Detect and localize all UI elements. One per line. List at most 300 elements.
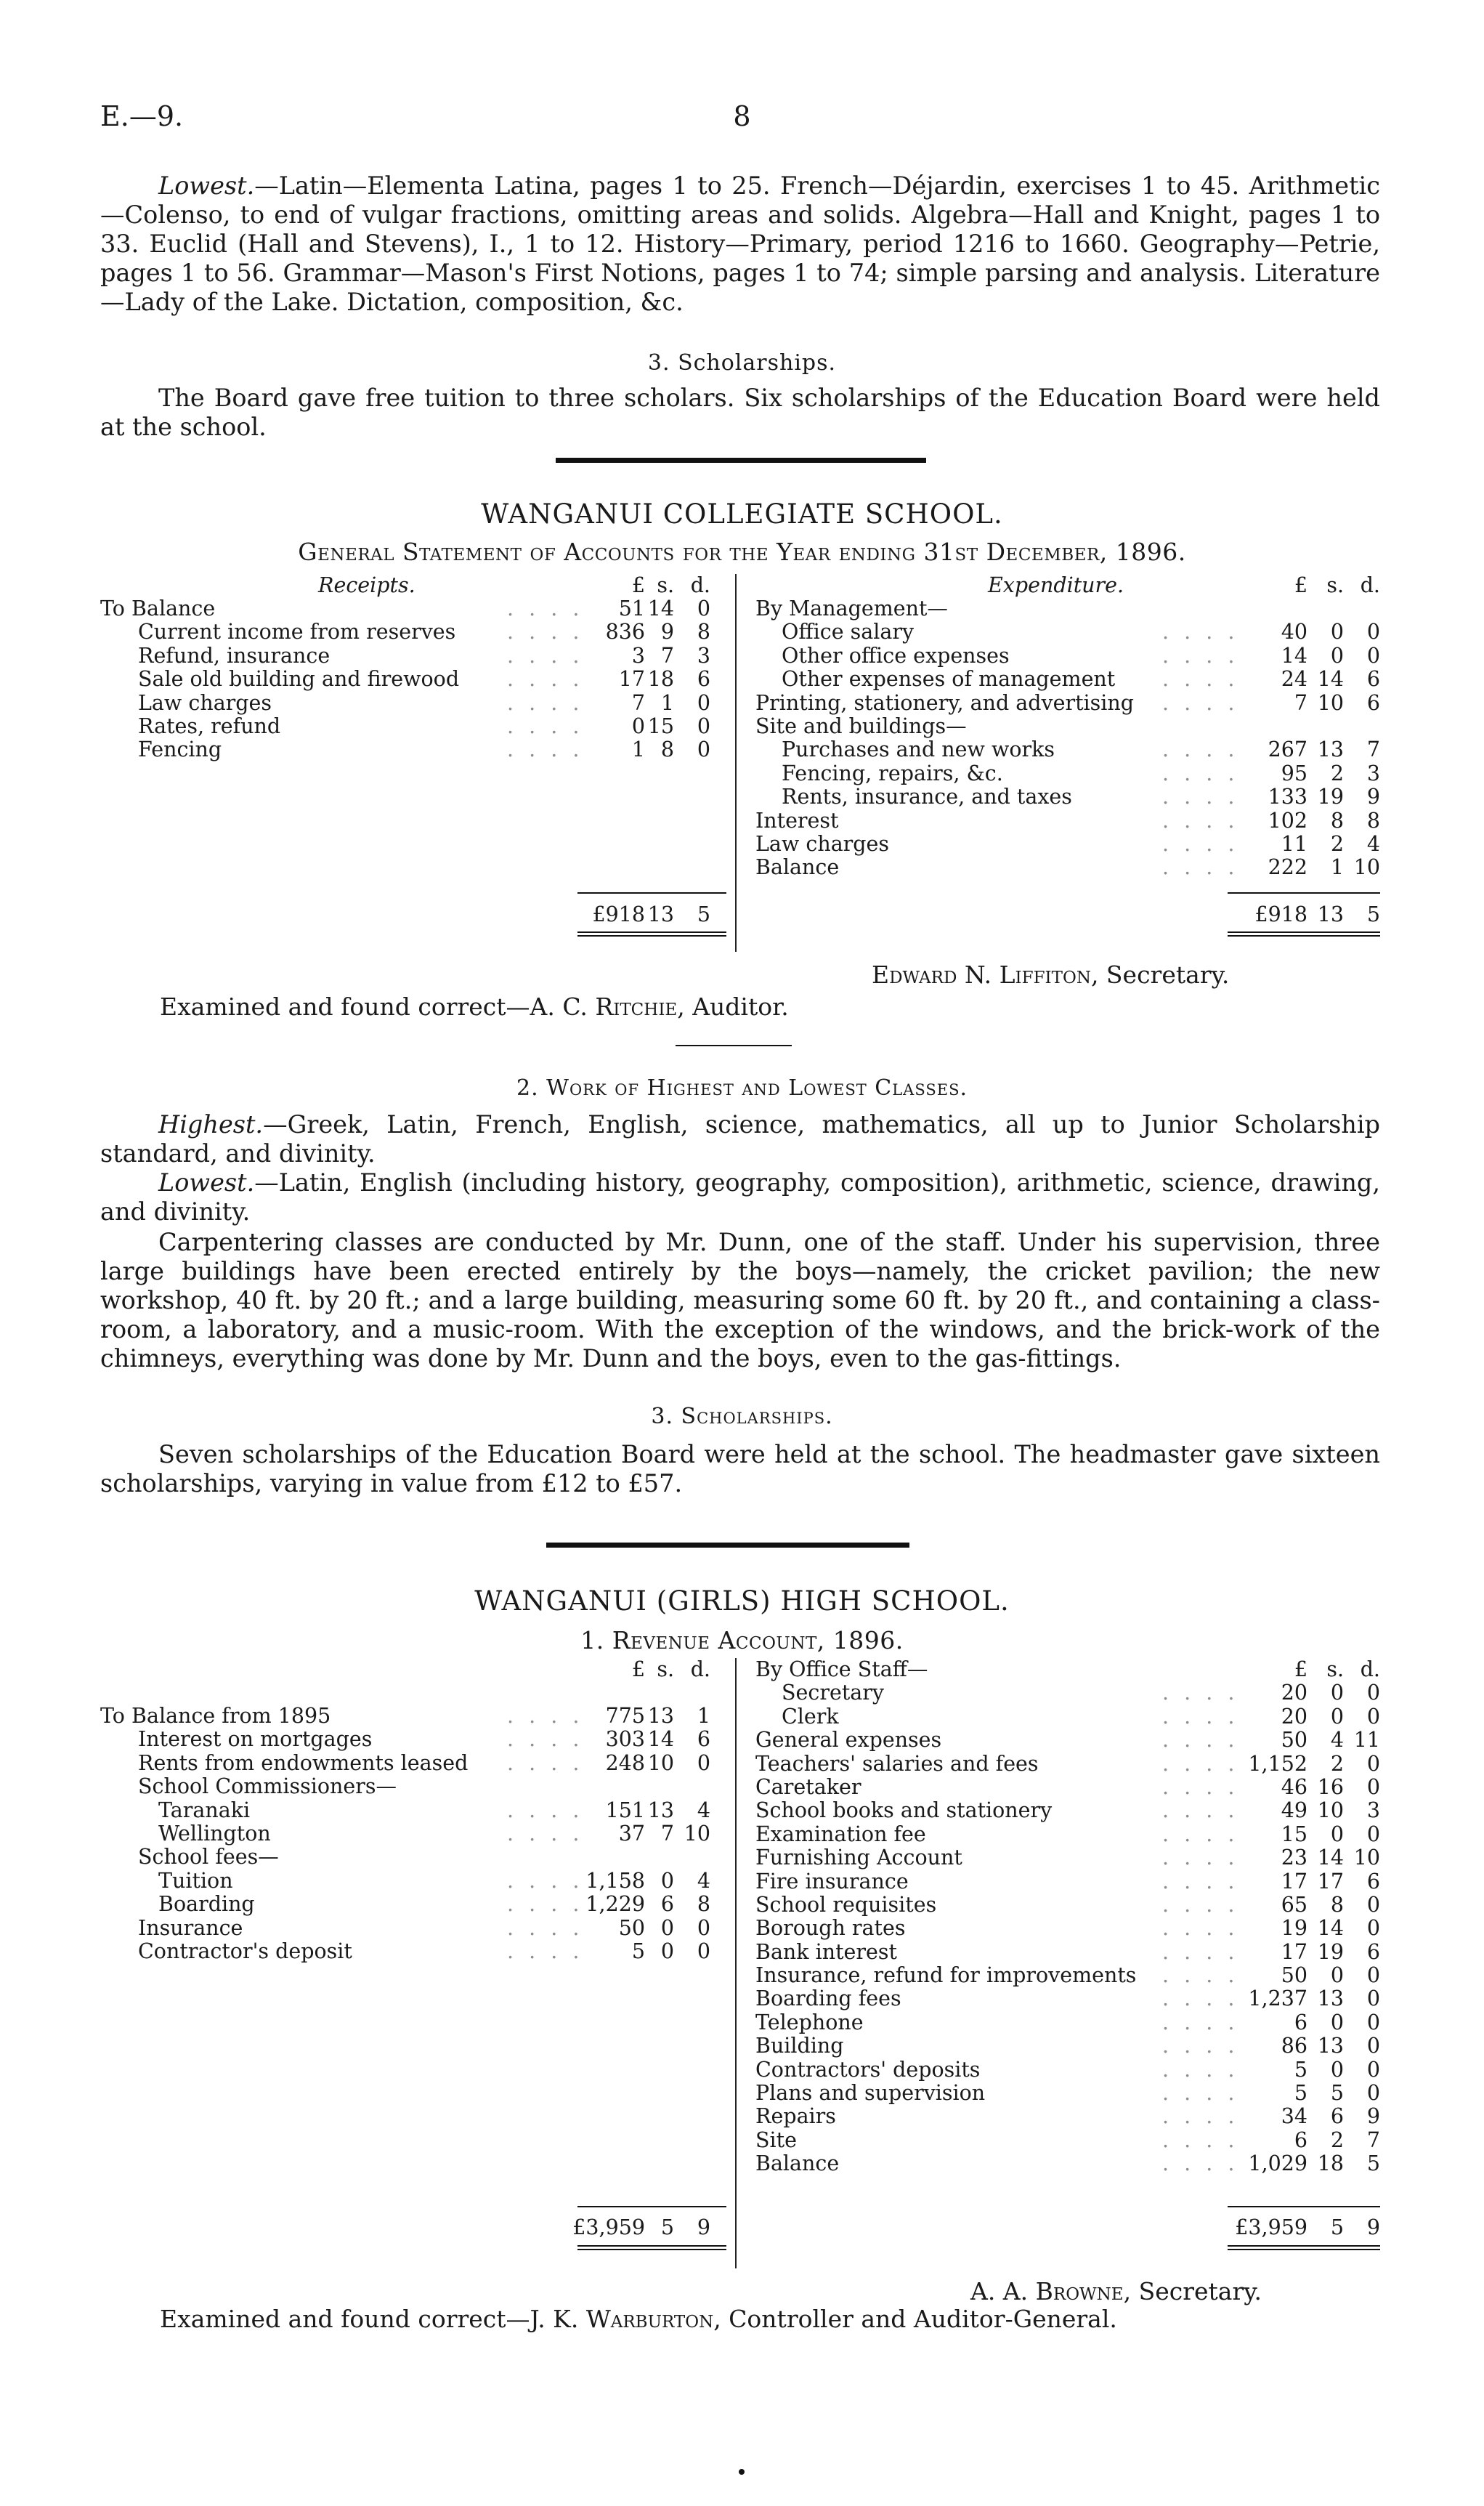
girls-expenditure-sum-line: [1228, 2206, 1380, 2207]
account-row: [100, 1917, 739, 1940]
account-label: Furnishing Account: [755, 1846, 962, 1870]
account-row: [755, 833, 1380, 856]
amount-shillings: 19: [1317, 1939, 1344, 1964]
amount-pence: 0: [1366, 2081, 1380, 2106]
work-heading: 2. Work of Highest and Lowest Classes.: [516, 1075, 968, 1101]
amount-shillings: 1: [1330, 855, 1344, 880]
amount-pence: 3: [1366, 761, 1380, 785]
account-label: Plans and supervision: [755, 2081, 986, 2106]
account-label: By Office Staff—: [755, 1657, 928, 1681]
account-row: [755, 1823, 1380, 1846]
account-label: Current income from reserves: [138, 620, 456, 644]
account-row: [755, 1681, 1380, 1705]
account-label: School books and stationery: [755, 1798, 1053, 1823]
account-label: Rents, insurance, and taxes: [782, 785, 1072, 809]
scholarships-text-1: The Board gave free tuition to three scholars. Six scholarships of the Education Board were held at the school.: [100, 384, 1380, 441]
amount-shillings: 0: [1330, 1822, 1344, 1846]
amount-shillings: 0: [660, 1915, 674, 1940]
girls-receipts-sum-line: [577, 2206, 726, 2207]
amount-pence: 0: [1366, 2010, 1380, 2034]
amount-pounds: 49: [1281, 1798, 1307, 1823]
collegiate-receipts-double-line-a: [577, 931, 726, 933]
amount-shillings: 16: [1317, 1774, 1344, 1799]
account-label: Telephone: [755, 2010, 864, 2034]
leader-dots: . . . .: [507, 1892, 584, 1917]
girls-receipts-double-line-a: [577, 2245, 726, 2247]
account-label: Purchases and new works: [782, 737, 1055, 762]
scholarships-paragraph-1: [100, 384, 1380, 442]
account-row: [100, 692, 739, 715]
amount-pence: 6: [697, 1727, 710, 1752]
account-label: Tuition: [158, 1868, 233, 1893]
leader-dots: . . . .: [1162, 1704, 1239, 1729]
leader-dots: . . . .: [1162, 1892, 1239, 1917]
leader-dots: . . . .: [507, 1915, 584, 1940]
account-row: [755, 762, 1380, 785]
leader-dots: . . . .: [1162, 2057, 1239, 2082]
amount-pence: 11: [1353, 1728, 1380, 1753]
section-divider-3: [546, 1543, 909, 1548]
amount-shillings: 0: [1330, 1681, 1344, 1705]
account-row: [100, 644, 739, 668]
girls-subtitle: 1. Revenue Account, 1896.: [580, 1626, 904, 1654]
section-divider-1: [556, 458, 926, 463]
amount-shillings: 0: [660, 1939, 674, 1963]
account-label: Printing, stationery, and advertising: [755, 690, 1135, 715]
amount-pence: 3: [1366, 1798, 1380, 1823]
leader-dots: . . . .: [1162, 1986, 1239, 2011]
collegiate-title: WANGANUI COLLEGIATE SCHOOL.: [481, 498, 1003, 530]
account-row: [755, 668, 1380, 691]
amount-pence: 7: [1366, 2127, 1380, 2152]
amount-pounds: 65: [1281, 1892, 1307, 1917]
account-label: Caretaker: [755, 1774, 861, 1799]
amount-pence: 10: [1353, 1846, 1380, 1870]
amount-pounds: 5: [1294, 2081, 1307, 2106]
amount-pence: 0: [1366, 1704, 1380, 1729]
amount-shillings: 17: [1317, 1869, 1344, 1893]
account-label: Boarding: [158, 1892, 255, 1917]
account-row: [100, 1822, 739, 1846]
leader-dots: . . . .: [1162, 785, 1239, 809]
leader-dots: . . . .: [1162, 1846, 1239, 1870]
account-label: School requisites: [755, 1892, 937, 1917]
amount-pounds: 1,029: [1248, 2151, 1307, 2176]
leader-dots: . . . .: [1162, 1728, 1239, 1753]
leader-dots: . . . .: [507, 643, 584, 668]
amount-pounds: 1: [631, 737, 645, 762]
amount-pounds: 5: [1294, 2057, 1307, 2082]
amount-shillings: 0: [1330, 2010, 1344, 2034]
leader-dots: . . . .: [507, 667, 584, 692]
amount-pence: 0: [1366, 1751, 1380, 1776]
account-row: [755, 1870, 1380, 1893]
amount-pence: 1: [697, 1704, 710, 1728]
account-row: [100, 738, 739, 761]
amount-pence: 0: [697, 690, 710, 715]
leader-dots: . . . .: [1162, 808, 1239, 833]
amount-pence: 6: [1366, 667, 1380, 692]
girls-expenditure-head: £ s. d.: [1294, 1657, 1380, 1681]
scholarships-paragraph-2: Seven scholarships of the Education Board were held at the school. The headmaster gave sixteen scholarships, varying in value from £12 to £57.: [100, 1440, 1380, 1497]
amount-pence: 0: [697, 714, 710, 738]
amount-pence: 10: [684, 1821, 710, 1846]
scholarships-heading-2: 3. Scholarships.: [651, 1404, 833, 1429]
account-label: Taranaki: [158, 1798, 251, 1822]
account-label: Other office expenses: [782, 643, 1010, 668]
account-label: Wellington: [158, 1821, 271, 1846]
amount-shillings: 2: [1330, 761, 1344, 785]
girls-receipts-table: [100, 1705, 739, 1963]
lowest-class-paragraph: [100, 171, 1380, 317]
collegiate-expenditure-total: £918 13 5: [1254, 902, 1380, 926]
amount-pounds: 133: [1268, 785, 1307, 809]
girls-expenditure-double-line-b: [1228, 2249, 1380, 2250]
amount-pence: 0: [1366, 2057, 1380, 2082]
amount-shillings: 14: [1317, 1916, 1344, 1941]
amount-pence: 9: [1366, 785, 1380, 809]
account-row: [755, 2011, 1380, 2034]
account-label: Other expenses of management: [782, 667, 1116, 692]
collegiate-secretary-signature: Edward N. Liffiton, Secretary.: [872, 961, 1230, 989]
amount-pence: 0: [1366, 1986, 1380, 2011]
account-label: Interest on mortgages: [138, 1727, 373, 1752]
collegiate-receipts-sum-line: [577, 892, 726, 894]
amount-shillings: 2: [1330, 2127, 1344, 2152]
amount-pounds: 775: [605, 1704, 645, 1728]
amount-pounds: 151: [605, 1798, 645, 1822]
amount-shillings: 13: [1317, 737, 1344, 762]
leader-dots: . . . .: [507, 737, 584, 762]
account-label: Boarding fees: [755, 1986, 901, 2011]
leader-dots: . . . .: [1162, 1798, 1239, 1823]
amount-shillings: 0: [1330, 643, 1344, 668]
amount-shillings: 10: [1317, 690, 1344, 715]
account-row: [100, 1752, 739, 1775]
account-label: Refund, insurance: [138, 643, 331, 668]
amount-shillings: 8: [1330, 808, 1344, 833]
amount-shillings: 0: [1330, 1963, 1344, 1988]
amount-pence: 6: [1366, 1869, 1380, 1893]
account-row: [100, 1799, 739, 1822]
amount-shillings: 0: [1330, 620, 1344, 644]
amount-pounds: 1,237: [1248, 1986, 1307, 2011]
leader-dots: . . . .: [507, 1750, 584, 1775]
girls-expenditure-total: £3,959 5 9: [1235, 2215, 1380, 2239]
account-label: Borough rates: [755, 1916, 906, 1941]
amount-shillings: 4: [1330, 1728, 1344, 1753]
account-row: [755, 621, 1380, 644]
amount-pence: 0: [1366, 1892, 1380, 1917]
leader-dots: . . . .: [1162, 855, 1239, 880]
account-row: [100, 668, 739, 691]
leader-dots: . . . .: [1162, 2034, 1239, 2058]
collegiate-expenditure-table: [755, 597, 1380, 880]
leader-dots: . . . .: [1162, 2081, 1239, 2106]
amount-pounds: 51: [618, 597, 645, 621]
account-label: Contractor's deposit: [138, 1939, 352, 1963]
leader-dots: . . . .: [1162, 1869, 1239, 1893]
account-label: Insurance, refund for improvements: [755, 1963, 1137, 1988]
leader-dots: . . . .: [1162, 2104, 1239, 2129]
account-label: Clerk: [782, 1704, 839, 1729]
account-label: Repairs: [755, 2104, 836, 2129]
amount-shillings: 7: [660, 643, 674, 668]
account-row: [755, 1941, 1380, 1964]
collegiate-expenditure-double-line-b: [1228, 935, 1380, 937]
amount-pounds: 1,152: [1248, 1751, 1307, 1776]
girls-receipts-double-line-b: [577, 2249, 726, 2250]
account-row: [755, 1846, 1380, 1870]
amount-pence: 0: [697, 737, 710, 762]
account-row: [755, 2152, 1380, 2175]
collegiate-subtitle: General Statement of Accounts for the Year ending 31st December, 1896.: [298, 538, 1186, 566]
account-label: Insurance: [138, 1915, 243, 1940]
amount-pounds: 5: [631, 1939, 645, 1963]
leader-dots: . . . .: [507, 620, 584, 644]
amount-pence: 0: [1366, 1774, 1380, 1799]
amount-pounds: 267: [1268, 737, 1307, 762]
amount-pence: 4: [1366, 831, 1380, 856]
account-row: [755, 856, 1380, 879]
amount-shillings: 6: [660, 1892, 674, 1917]
account-label: Rents from endowments leased: [138, 1750, 469, 1775]
leader-dots: . . . .: [1162, 1822, 1239, 1846]
amount-pounds: 11: [1281, 831, 1307, 856]
account-row: [755, 2034, 1380, 2058]
amount-pence: 8: [697, 620, 710, 644]
leader-dots: . . . .: [1162, 761, 1239, 785]
amount-pounds: 24: [1281, 667, 1307, 692]
leader-dots: . . . .: [1162, 831, 1239, 856]
account-row: [755, 1987, 1380, 2010]
amount-pounds: 222: [1268, 855, 1307, 880]
account-row: [755, 785, 1380, 809]
account-row: [755, 715, 1380, 738]
leader-dots: . . . .: [1162, 2151, 1239, 2176]
leader-dots: . . . .: [507, 714, 584, 738]
amount-pence: 0: [697, 1750, 710, 1775]
leader-dots: . . . .: [1162, 737, 1239, 762]
collegiate-receipts-double-line-b: [577, 935, 726, 937]
amount-shillings: 10: [647, 1750, 674, 1775]
account-label: Site: [755, 2127, 797, 2152]
highest-paragraph: Highest.—Greek, Latin, French, English, science, mathematics, all up to Junior Scholarship standard, and divinity.: [100, 1110, 1380, 1168]
account-row: [100, 1775, 739, 1798]
amount-pence: 10: [1353, 855, 1380, 880]
leader-dots: . . . .: [507, 1798, 584, 1822]
girls-expenditure-table: [755, 1658, 1380, 2176]
amount-pounds: 3: [631, 643, 645, 668]
amount-pounds: 7: [631, 690, 645, 715]
lowest-text: —Latin—Elementa Latina, pages 1 to 25. French—Déjardin, exercises 1 to 45. Arithmetic—Colenso, to end of vulgar fractions, omitting areas and solids. Algebra—Hall and Knight, pages 1 to 33. Euclid (Hall and Stevens), I., 1 to 12. History—Primary, period 1216 to 1660. Geography—Petrie, pages 1 to 56. Grammar—Mason's First Notions, pages 1 to 74; simple parsing and analysis. Literature—Lady of the Lake. Dictation, composition, &c.: [100, 171, 1380, 316]
amount-pounds: 6: [1294, 2127, 1307, 2152]
account-row: [100, 1870, 739, 1893]
amount-shillings: 8: [1330, 1892, 1344, 1917]
account-label: To Balance from 1895: [100, 1704, 331, 1728]
account-row: [755, 1729, 1380, 1752]
amount-shillings: 15: [647, 714, 674, 738]
amount-shillings: 8: [660, 737, 674, 762]
account-row: [755, 809, 1380, 833]
account-label: Fencing, repairs, &c.: [782, 761, 1003, 785]
collegiate-receipts-head: Receipts. £ s. d.: [318, 573, 710, 597]
girls-column-divider: [735, 1658, 737, 2268]
amount-pounds: 20: [1281, 1681, 1307, 1705]
account-label: Sale old building and firewood: [138, 667, 460, 692]
amount-pounds: 102: [1268, 808, 1307, 833]
amount-pounds: 1,158: [585, 1868, 645, 1893]
account-label: Building: [755, 2034, 844, 2058]
account-row: [755, 1799, 1380, 1822]
amount-pounds: 86: [1281, 2034, 1307, 2058]
account-row: [755, 2129, 1380, 2152]
amount-pence: 8: [697, 1892, 710, 1917]
account-label: By Management—: [755, 597, 948, 621]
amount-pounds: 17: [1281, 1869, 1307, 1893]
account-row: [100, 1705, 739, 1728]
girls-receipts-total: £3,959 5 9: [572, 2215, 710, 2239]
amount-shillings: 18: [647, 667, 674, 692]
account-row: [100, 1893, 739, 1916]
leader-dots: . . . .: [507, 1704, 584, 1728]
amount-shillings: 14: [1317, 1846, 1344, 1870]
leader-dots: . . . .: [1162, 1916, 1239, 1941]
account-label: School Commissioners—: [138, 1774, 397, 1799]
leader-dots: . . . .: [1162, 1939, 1239, 1964]
amount-shillings: 13: [647, 1704, 674, 1728]
leader-dots: . . . .: [507, 597, 584, 621]
account-label: Secretary: [782, 1681, 885, 1705]
account-row: [755, 1658, 1380, 1681]
amount-pounds: 1,229: [585, 1892, 645, 1917]
girls-title: WANGANUI (GIRLS) HIGH SCHOOL.: [474, 1585, 1010, 1617]
amount-pence: 6: [1366, 1939, 1380, 1964]
leader-dots: . . . .: [1162, 643, 1239, 668]
amount-pounds: 17: [618, 667, 645, 692]
collegiate-receipts-table: [100, 597, 739, 762]
account-row: [100, 1940, 739, 1963]
amount-pence: 6: [697, 667, 710, 692]
leader-dots: . . . .: [1162, 667, 1239, 692]
amount-shillings: 14: [1317, 667, 1344, 692]
account-label: Rates, refund: [138, 714, 281, 738]
account-row: [755, 1917, 1380, 1940]
document-reference: E.—9.: [100, 100, 184, 132]
amount-pence: 0: [1366, 643, 1380, 668]
amount-pounds: 46: [1281, 1774, 1307, 1799]
amount-pence: 0: [697, 597, 710, 621]
leader-dots: . . . .: [507, 1868, 584, 1893]
account-row: [755, 1776, 1380, 1799]
amount-shillings: 0: [660, 1868, 674, 1893]
leader-dots: . . . .: [507, 690, 584, 715]
amount-shillings: 13: [647, 1798, 674, 1822]
account-label: Balance: [755, 2151, 840, 2176]
account-row: [755, 1964, 1380, 1987]
account-row: [755, 1893, 1380, 1917]
account-row: [755, 2082, 1380, 2105]
amount-shillings: 0: [1330, 1704, 1344, 1729]
amount-pounds: 19: [1281, 1916, 1307, 1941]
amount-pence: 0: [697, 1939, 710, 1963]
amount-pence: 0: [1366, 1822, 1380, 1846]
amount-pence: 9: [1366, 2104, 1380, 2129]
collegiate-column-divider: [735, 574, 737, 952]
amount-shillings: 6: [1330, 2104, 1344, 2129]
amount-pounds: 6: [1294, 2010, 1307, 2034]
lowest-paragraph: Lowest.—Latin, English (including history, geography, composition), arithmetic, science, drawing, and divinity.: [100, 1168, 1380, 1226]
amount-shillings: 13: [1317, 2034, 1344, 2058]
account-row: [100, 1846, 739, 1869]
leader-dots: . . . .: [1162, 2127, 1239, 2152]
amount-shillings: 19: [1317, 785, 1344, 809]
amount-pence: 0: [1366, 1916, 1380, 1941]
footer-dot-mark: [739, 2469, 745, 2475]
amount-pence: 0: [1366, 1681, 1380, 1705]
leader-dots: . . . .: [507, 1939, 584, 1963]
amount-pence: 8: [1366, 808, 1380, 833]
scholarships-heading-1: 3. Scholarships.: [647, 350, 837, 376]
account-row: [755, 1705, 1380, 1729]
account-label: Law charges: [138, 690, 272, 715]
account-label: Office salary: [782, 620, 915, 644]
girls-auditor-line: Examined and found correct—J. K. Warburton, Controller and Auditor-General.: [160, 2305, 1117, 2333]
account-label: Examination fee: [755, 1822, 926, 1846]
account-label: Contractors' deposits: [755, 2057, 981, 2082]
account-row: [100, 597, 739, 621]
amount-pence: 3: [697, 643, 710, 668]
page-number: 8: [733, 100, 751, 132]
amount-shillings: 0: [1330, 2057, 1344, 2082]
amount-shillings: 13: [1317, 1986, 1344, 2011]
leader-dots: . . . .: [1162, 2010, 1239, 2034]
leader-dots: . . . .: [1162, 620, 1239, 644]
amount-pounds: 14: [1281, 643, 1307, 668]
amount-shillings: 2: [1330, 831, 1344, 856]
girls-expenditure-double-line-a: [1228, 2245, 1380, 2247]
amount-pence: 0: [1366, 1963, 1380, 1988]
amount-pounds: 50: [618, 1915, 645, 1940]
amount-shillings: 1: [660, 690, 674, 715]
account-label: Bank interest: [755, 1939, 897, 1964]
amount-shillings: 9: [660, 620, 674, 644]
amount-pence: 5: [1366, 2151, 1380, 2176]
amount-shillings: 5: [1330, 2081, 1344, 2106]
leader-dots: . . . .: [1162, 690, 1239, 715]
leader-dots: . . . .: [1162, 1751, 1239, 1776]
section-divider-2: [676, 1045, 792, 1046]
amount-pence: 7: [1366, 737, 1380, 762]
collegiate-expenditure-sum-line: [1228, 892, 1380, 894]
amount-pence: 0: [1366, 620, 1380, 644]
amount-shillings: 18: [1317, 2151, 1344, 2176]
amount-pounds: 40: [1281, 620, 1307, 644]
amount-shillings: 2: [1330, 1751, 1344, 1776]
account-row: [755, 597, 1380, 621]
amount-pounds: 248: [605, 1750, 645, 1775]
girls-secretary-signature: A. A. Browne, Secretary.: [970, 2277, 1262, 2305]
amount-shillings: 7: [660, 1821, 674, 1846]
collegiate-receipts-total: £918 13 5: [592, 902, 710, 926]
amount-pence: 6: [1366, 690, 1380, 715]
amount-pounds: 0: [631, 714, 645, 738]
amount-shillings: 14: [647, 1727, 674, 1752]
leader-dots: . . . .: [507, 1821, 584, 1846]
account-label: Law charges: [755, 831, 890, 856]
amount-pence: 0: [1366, 2034, 1380, 2058]
account-row: [755, 738, 1380, 761]
